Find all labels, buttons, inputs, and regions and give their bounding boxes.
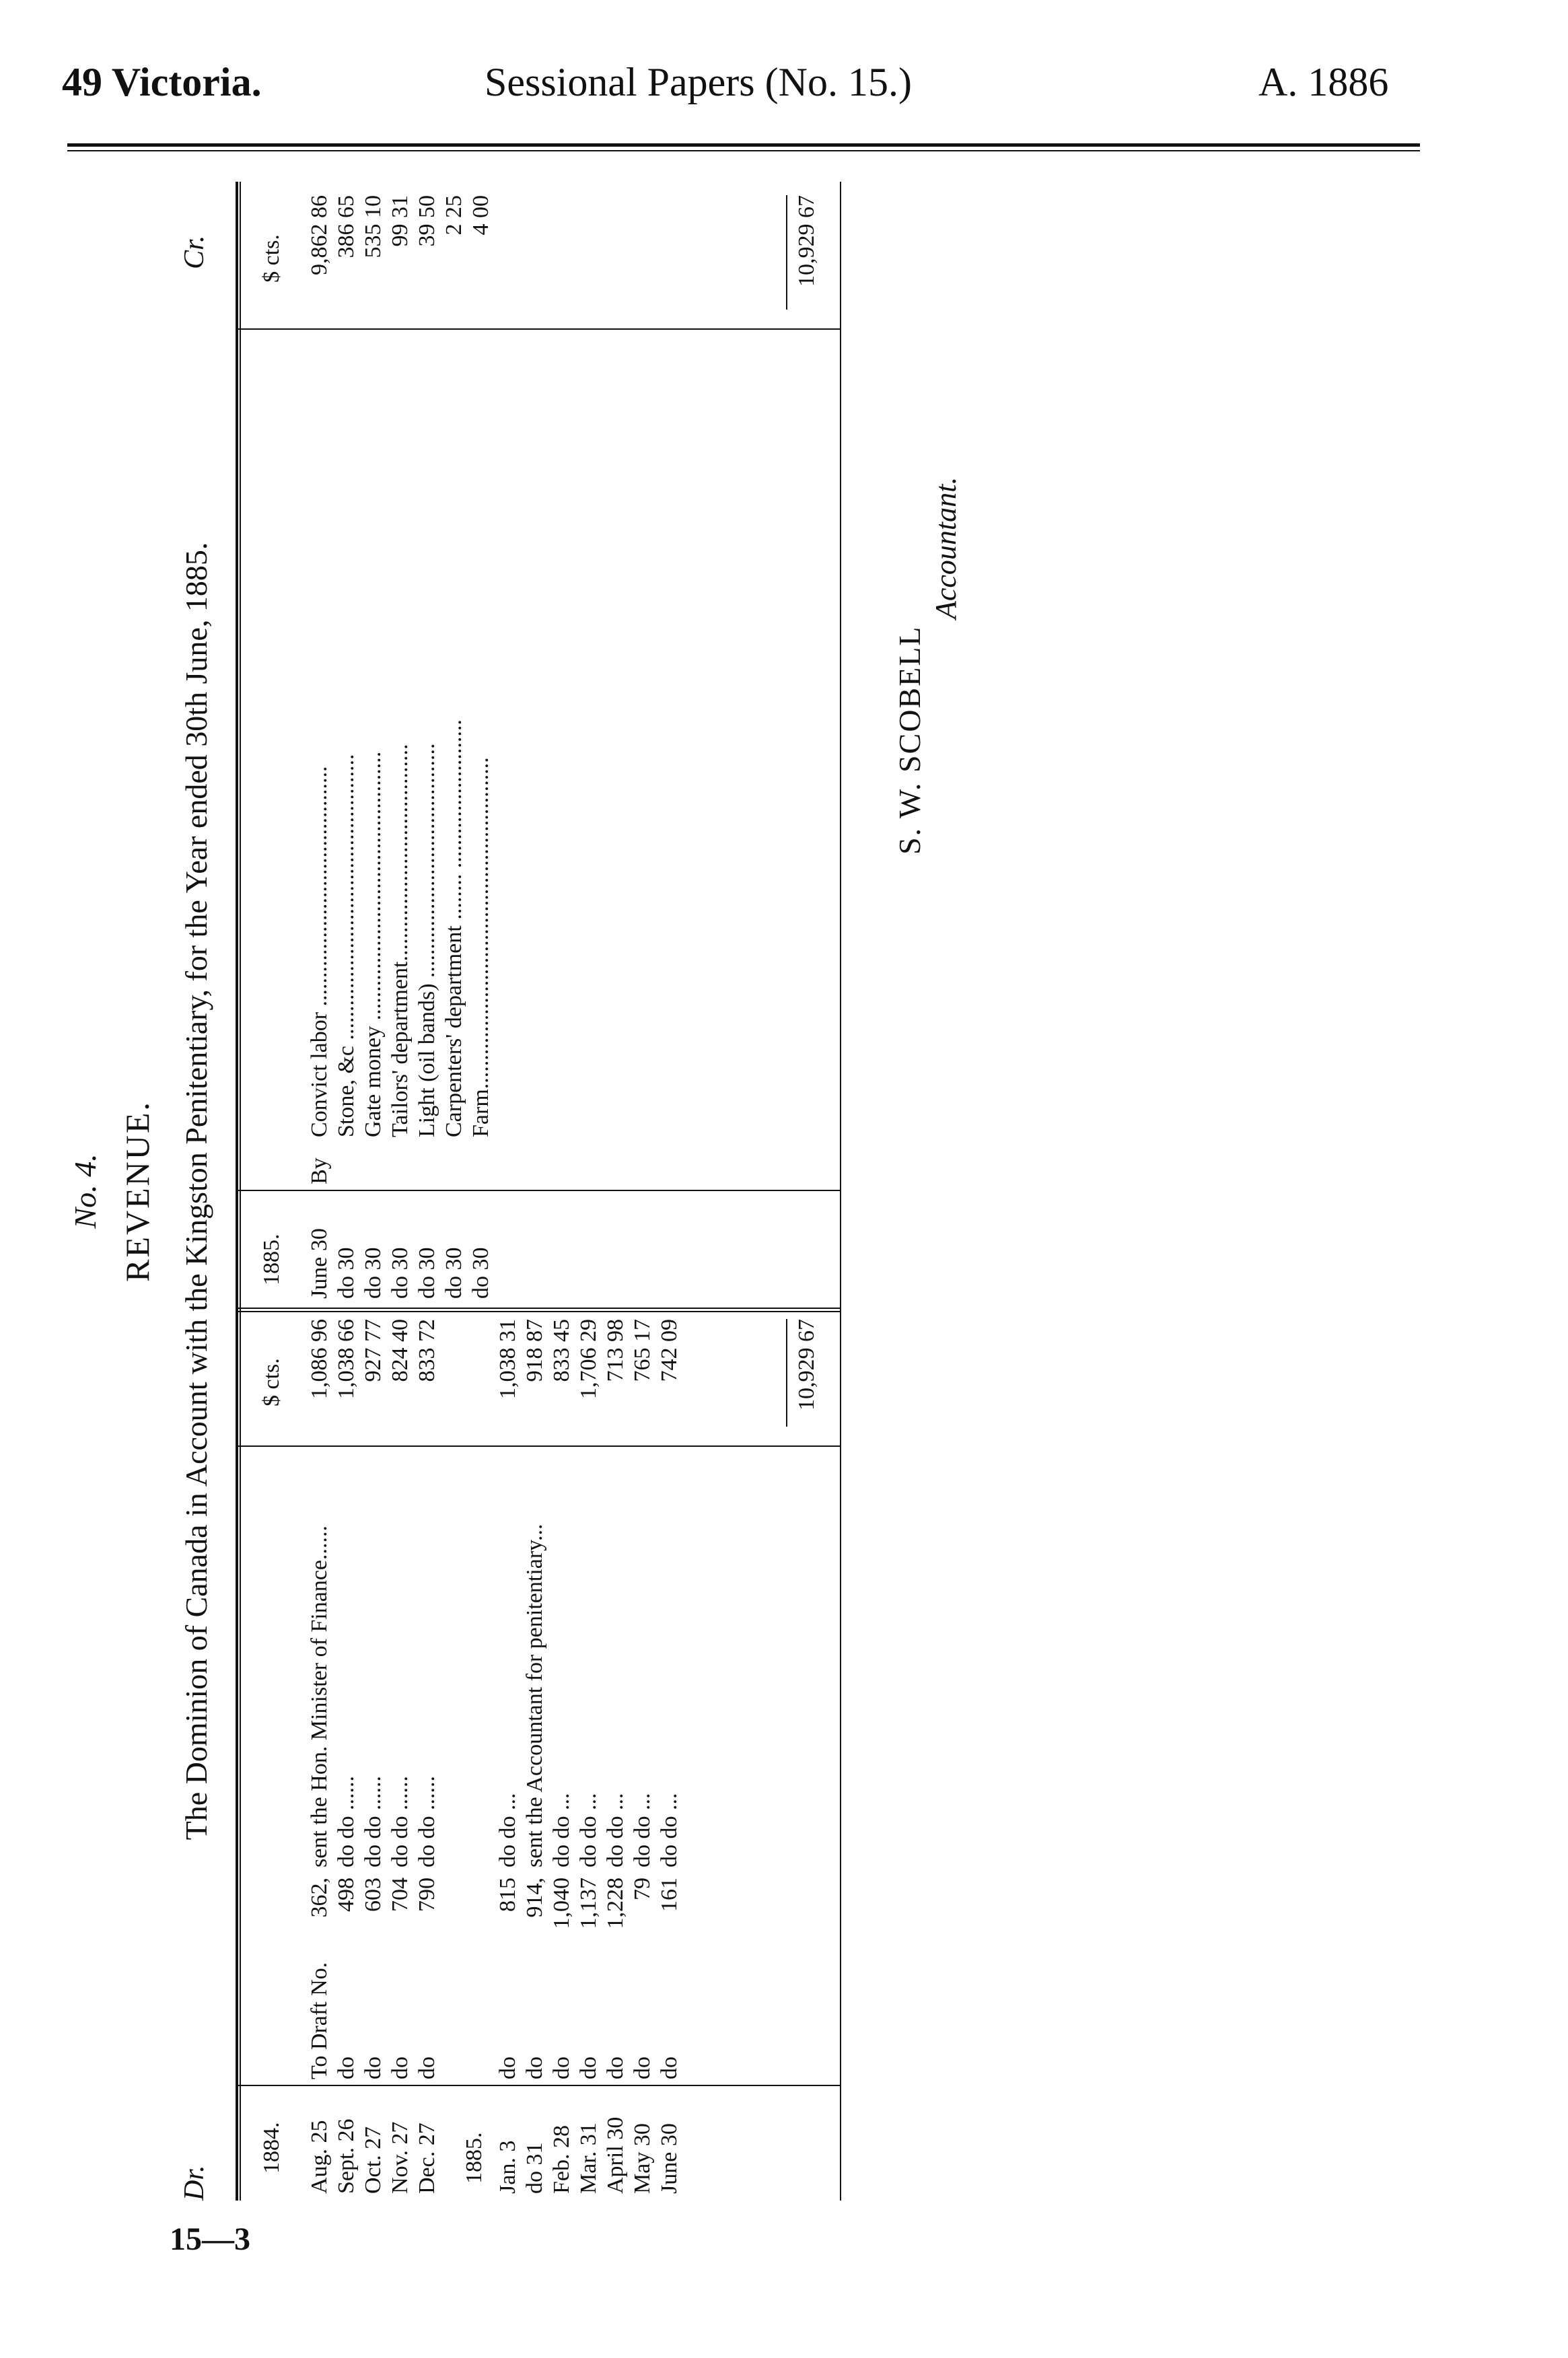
debit-row-amount: 765 17 bbox=[630, 1319, 655, 1382]
credit-row-date: do 30 bbox=[441, 1247, 466, 1299]
debit-row-date: April 30 bbox=[603, 2116, 628, 2194]
debit-row-description: do do ... bbox=[657, 1793, 682, 1867]
sessional-papers-label: Sessional Papers (No. 15.) bbox=[485, 60, 912, 104]
header-rule-thin bbox=[67, 150, 1420, 151]
credit-currency-head: $ cts. bbox=[259, 234, 284, 283]
debit-row-prefix: do bbox=[361, 2057, 386, 2079]
debit-row-draft: 362, bbox=[307, 1878, 332, 1918]
credit-row-description: Light (oil bands) ......................................... bbox=[415, 743, 439, 1137]
debit-row-description: do do ...... bbox=[415, 1776, 439, 1867]
debit-row-description: do do ... bbox=[549, 1793, 574, 1867]
debit-row-description: do do ...... bbox=[361, 1776, 386, 1867]
debit-row-amount: 1,086 96 bbox=[307, 1319, 332, 1399]
debit-row-draft: 815 bbox=[495, 1878, 520, 1912]
header-rule bbox=[67, 143, 1420, 147]
debit-row-amount: 713 98 bbox=[603, 1319, 628, 1382]
debit-currency-head: $ cts. bbox=[259, 1358, 284, 1406]
credit-row-amount: 4 00 bbox=[468, 195, 493, 236]
credit-row-date: do 30 bbox=[468, 1247, 493, 1299]
debit-row-draft: 603 bbox=[361, 1878, 386, 1912]
debit-row-prefix: do bbox=[630, 2057, 655, 2079]
debit-row-draft: 1,040 bbox=[549, 1878, 574, 1929]
debit-row-prefix: do bbox=[388, 2057, 413, 2079]
rotated-ledger-page bbox=[40, 182, 1252, 2201]
debit-row-prefix: do bbox=[334, 2057, 359, 2079]
credit-row-description: Stone, &c .................................................. bbox=[334, 754, 359, 1137]
debit-row-description: do do ... bbox=[495, 1793, 520, 1867]
debit-row-amount: 833 72 bbox=[415, 1319, 439, 1382]
credit-row-amount: 535 10 bbox=[361, 195, 386, 258]
debit-row-amount: 1,706 29 bbox=[576, 1319, 601, 1399]
debit-row-date: do 31 bbox=[522, 2142, 547, 2194]
credit-row-date: June 30 bbox=[307, 1228, 332, 1299]
credit-year-1885: 1885. bbox=[259, 1234, 284, 1285]
credit-row-description: Carpenters' department ........ .......................... bbox=[441, 719, 466, 1137]
credit-total-rule bbox=[786, 195, 787, 310]
signature-name: S. W. SCOBELL bbox=[892, 625, 927, 855]
debit-row-draft: 790 bbox=[415, 1878, 439, 1912]
credit-row-date: do 30 bbox=[415, 1247, 439, 1299]
debit-year-1885: 1885. bbox=[462, 2132, 487, 2184]
debit-row-date: Nov. 27 bbox=[388, 2121, 413, 2194]
debit-row-draft: 914, bbox=[522, 1878, 547, 1918]
debit-row-amount: 927 77 bbox=[361, 1319, 386, 1382]
debit-row-date: June 30 bbox=[657, 2123, 682, 2194]
credit-row-amount: 39 50 bbox=[415, 195, 439, 247]
debit-row-description: do do ... bbox=[576, 1793, 601, 1867]
debit-row-date: Oct. 27 bbox=[361, 2126, 386, 2194]
debit-row-draft: 704 bbox=[388, 1878, 413, 1912]
volume-label: 49 Victoria. bbox=[62, 60, 262, 104]
debit-row-amount: 833 45 bbox=[549, 1319, 574, 1382]
debit-total: 10,929 67 bbox=[794, 1319, 819, 1410]
debit-row-amount: 918 87 bbox=[522, 1319, 547, 1382]
page-reference: 15—3 bbox=[170, 2221, 250, 2257]
debit-row-date: Feb. 28 bbox=[549, 2125, 574, 2194]
document-heading: REVENUE. bbox=[118, 1100, 156, 1282]
debit-row-description: sent the Hon. Minister of Finance...... bbox=[307, 1525, 332, 1867]
ledger-top-rule bbox=[240, 182, 241, 2201]
debit-row-prefix: do bbox=[415, 2057, 439, 2079]
debit-row-draft: 79 bbox=[630, 1878, 655, 1900]
credit-total: 10,929 67 bbox=[794, 195, 819, 287]
debit-row-amount: 1,038 66 bbox=[334, 1319, 359, 1399]
debit-row-amount: 1,038 31 bbox=[495, 1319, 520, 1399]
debit-row-amount: 742 09 bbox=[657, 1319, 682, 1382]
credit-row-description: Convict labor .......................................... bbox=[307, 766, 332, 1137]
debit-row-date: May 30 bbox=[630, 2123, 655, 2194]
debit-row-date: Aug. 25 bbox=[307, 2120, 332, 2194]
debit-row-prefix: do bbox=[549, 2057, 574, 2079]
debit-row-draft: 498 bbox=[334, 1878, 359, 1912]
credit-row-amount: 2 25 bbox=[441, 195, 466, 236]
debit-row-prefix: do bbox=[657, 2057, 682, 2079]
debit-row-amount: 824 40 bbox=[388, 1319, 413, 1382]
credit-row-description: Tailors' department...................................... bbox=[388, 744, 413, 1137]
year-label: A. 1886 bbox=[1258, 60, 1389, 104]
credit-row-description: Gate money ............................................... bbox=[361, 751, 386, 1137]
debit-row-description: do do ... bbox=[630, 1793, 655, 1867]
credit-row-date: do 30 bbox=[334, 1247, 359, 1299]
credit-label: Cr. bbox=[179, 235, 210, 269]
debit-amount-column-rule-left bbox=[236, 1445, 841, 1447]
debit-label: Dr. bbox=[179, 2165, 210, 2201]
debit-row-description: do do ...... bbox=[334, 1776, 359, 1867]
ledger-center-rule bbox=[236, 1308, 841, 1309]
credit-row-date: do 30 bbox=[361, 1247, 386, 1299]
debit-row-date: Sept. 26 bbox=[334, 2118, 359, 2194]
debit-date-column-rule bbox=[236, 2085, 841, 2086]
debit-row-description: do do ... bbox=[603, 1793, 628, 1867]
signature-title: Accountant. bbox=[929, 476, 962, 619]
document-caption: The Dominion of Canada in Account with the Kingston Penitentiary, for the Year ended 30th June, 1885. bbox=[179, 542, 213, 1841]
debit-year-1884: 1884. bbox=[259, 2122, 284, 2174]
debit-row-description: do do ...... bbox=[388, 1776, 413, 1867]
debit-total-rule bbox=[786, 1319, 787, 1427]
debit-row-draft: 1,137 bbox=[576, 1878, 601, 1929]
credit-row-date: do 30 bbox=[388, 1247, 413, 1299]
credit-row-amount: 99 31 bbox=[388, 195, 413, 247]
debit-row-prefix: To Draft No. bbox=[307, 1962, 332, 2079]
debit-row-prefix: do bbox=[495, 2057, 520, 2079]
debit-row-prefix: do bbox=[603, 2057, 628, 2079]
credit-row-prefix: By bbox=[307, 1157, 332, 1184]
debit-row-date: Dec. 27 bbox=[415, 2122, 439, 2194]
debit-amount-column-rule-right bbox=[236, 1311, 841, 1312]
debit-row-prefix: do bbox=[576, 2057, 601, 2079]
debit-row-description: sent the Accountant for penitentiary... bbox=[522, 1524, 547, 1867]
credit-amount-column-rule bbox=[236, 328, 841, 330]
credit-date-column-rule bbox=[236, 1190, 841, 1191]
document-number: No. 4. bbox=[68, 1153, 102, 1229]
debit-row-draft: 1,228 bbox=[603, 1878, 628, 1929]
credit-row-amount: 386 65 bbox=[334, 195, 359, 258]
debit-row-date: Mar. 31 bbox=[576, 2122, 601, 2194]
debit-row-prefix: do bbox=[522, 2057, 547, 2079]
credit-row-description: Farm.......................................................... bbox=[468, 757, 493, 1137]
credit-row-amount: 9,862 86 bbox=[307, 195, 332, 275]
debit-row-date: Jan. 3 bbox=[495, 2140, 520, 2194]
debit-row-draft: 161 bbox=[657, 1878, 682, 1912]
